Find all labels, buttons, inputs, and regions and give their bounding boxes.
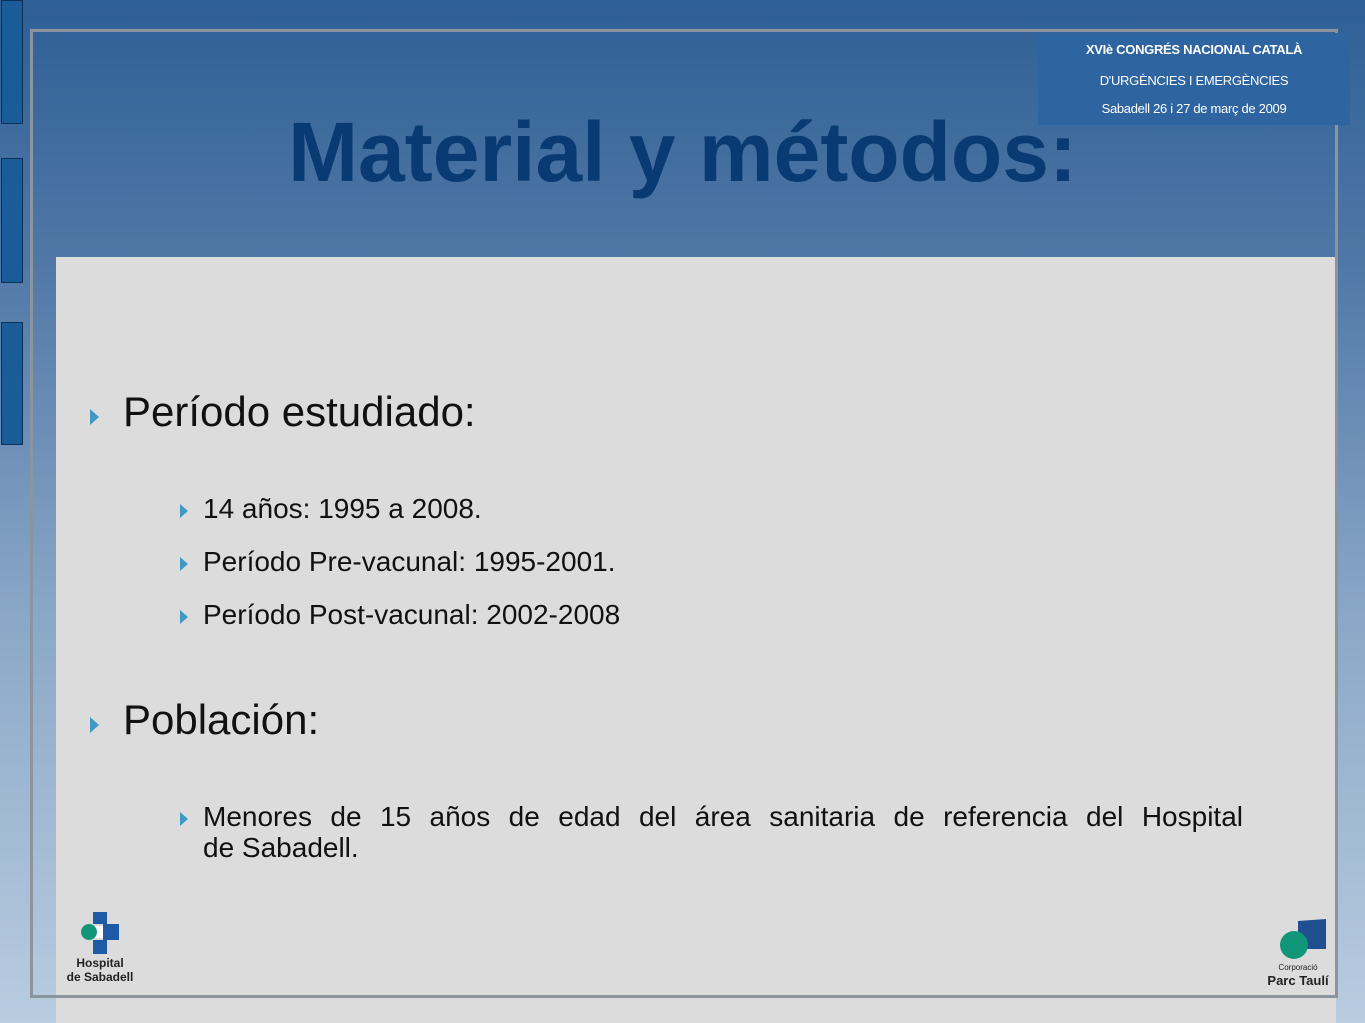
bullet-arrow-icon	[180, 504, 188, 518]
header-line-2: D'URGÈNCIES I EMERGÈNCIES	[1099, 73, 1289, 88]
header-line-3: Sabadell 26 i 27 de març de 2009	[1101, 101, 1287, 116]
list-item-text: Período Post-vacunal: 2002-2008	[203, 599, 621, 630]
section-heading-text: Período estudiado:	[123, 388, 476, 435]
logo-text-parc-tauli: Parc Taulí	[1267, 973, 1329, 988]
header-line-1: XVIè CONGRÉS NACIONAL CATALÀ	[1085, 42, 1303, 57]
logo-text-hospital: Hospital	[76, 956, 124, 970]
hospital-cross-icon	[75, 910, 125, 956]
slide-title: Material y métodos:	[288, 105, 1077, 199]
bullet-arrow-icon	[90, 409, 99, 425]
list-item-text-continued: de Sabadell.	[203, 832, 359, 863]
parc-tauli-logo	[1258, 915, 1338, 995]
list-item-text: Período Pre-vacunal: 1995-2001.	[203, 546, 616, 577]
bullet-arrow-icon	[180, 812, 188, 826]
bullet-arrow-icon	[180, 557, 188, 571]
bullet-arrow-icon	[90, 717, 99, 733]
list-item-text: 14 años: 1995 a 2008.	[203, 493, 482, 524]
list-item-text: Menores de 15 años de edad del área sanitaria de referencia del Hospital	[203, 801, 1243, 832]
logo-text-corporacio: Corporació	[1278, 963, 1318, 972]
bullet-arrow-icon	[180, 610, 188, 624]
parc-tauli-mark-icon	[1268, 915, 1328, 961]
hospital-sabadell-logo	[64, 910, 136, 990]
decor-bar	[1, 322, 23, 445]
section-heading-text: Población:	[123, 696, 320, 743]
logo-text-sabadell: de Sabadell	[66, 970, 134, 984]
